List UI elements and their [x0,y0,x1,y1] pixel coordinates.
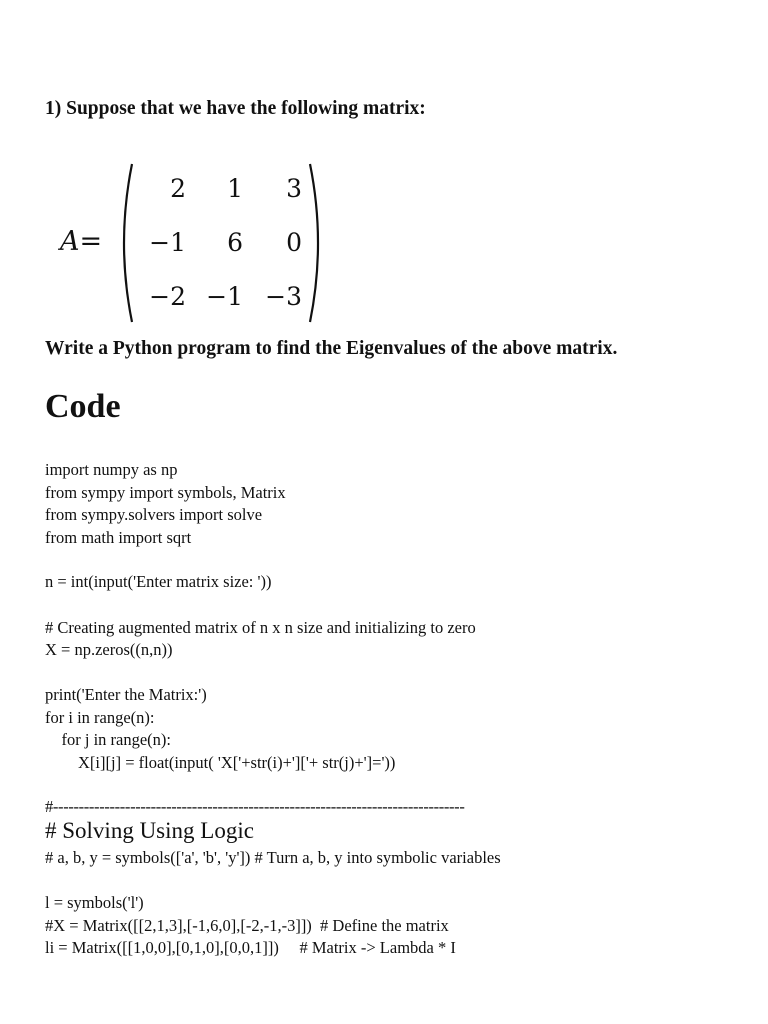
code-line: from sympy.solvers import solve [45,505,263,524]
matrix-cell: 2 [170,174,186,203]
matrix-cell: −1 [206,282,243,311]
matrix-cell: −1 [149,228,186,257]
code-line: n = int(input('Enter matrix size: ')) [45,572,272,591]
matrix-cell: 6 [227,228,243,257]
section-title: Code [45,388,121,425]
code-line: #X = Matrix([[2,1,3],[-1,6,0],[-2,-1,-3]]) # Define the matrix [45,916,449,935]
code-line: X[i][j] = float(input( 'X['+str(i)+']['+ str(j)+']=')) [45,753,396,772]
matrix-cell: 0 [286,228,302,257]
code-line: li = Matrix([[1,0,0],[0,1,0],[0,0,1]]) # Matrix -> Lambda * I [45,938,456,957]
matrix-cell: −3 [265,282,302,311]
matrix-variable: A [60,226,80,257]
code-line: X = np.zeros((n,n)) [45,640,173,659]
separator-line: #-------------------------------------------------------------------------------- [45,797,465,816]
code-line: for j in range(n): [45,730,171,749]
question-heading: 1) Suppose that we have the following matrix: [45,98,426,119]
code-line: l = symbols('l') [45,893,144,912]
matrix-cell: −2 [149,282,186,311]
code-line: import numpy as np [45,460,178,479]
matrix-label [60,226,102,257]
subheading: # Solving Using Logic [45,818,254,843]
code-line: from sympy import symbols, Matrix [45,483,286,502]
instruction-text: Write a Python program to find the Eigenvalues of the above matrix. [45,338,618,359]
code-line: # Creating augmented matrix of n x n size and initializing to zero [45,618,476,637]
matrix-equals: = [79,226,103,257]
code-line: from math import sqrt [45,528,192,547]
matrix-cell: 3 [286,174,302,203]
code-line: print('Enter the Matrix:') [45,685,207,704]
matrix-cell: 1 [227,174,243,203]
code-line: for i in range(n): [45,708,155,727]
right-paren-icon [306,160,330,326]
code-line: # a, b, y = symbols(['a', 'b', 'y']) # Turn a, b, y into symbolic variables [45,848,501,867]
